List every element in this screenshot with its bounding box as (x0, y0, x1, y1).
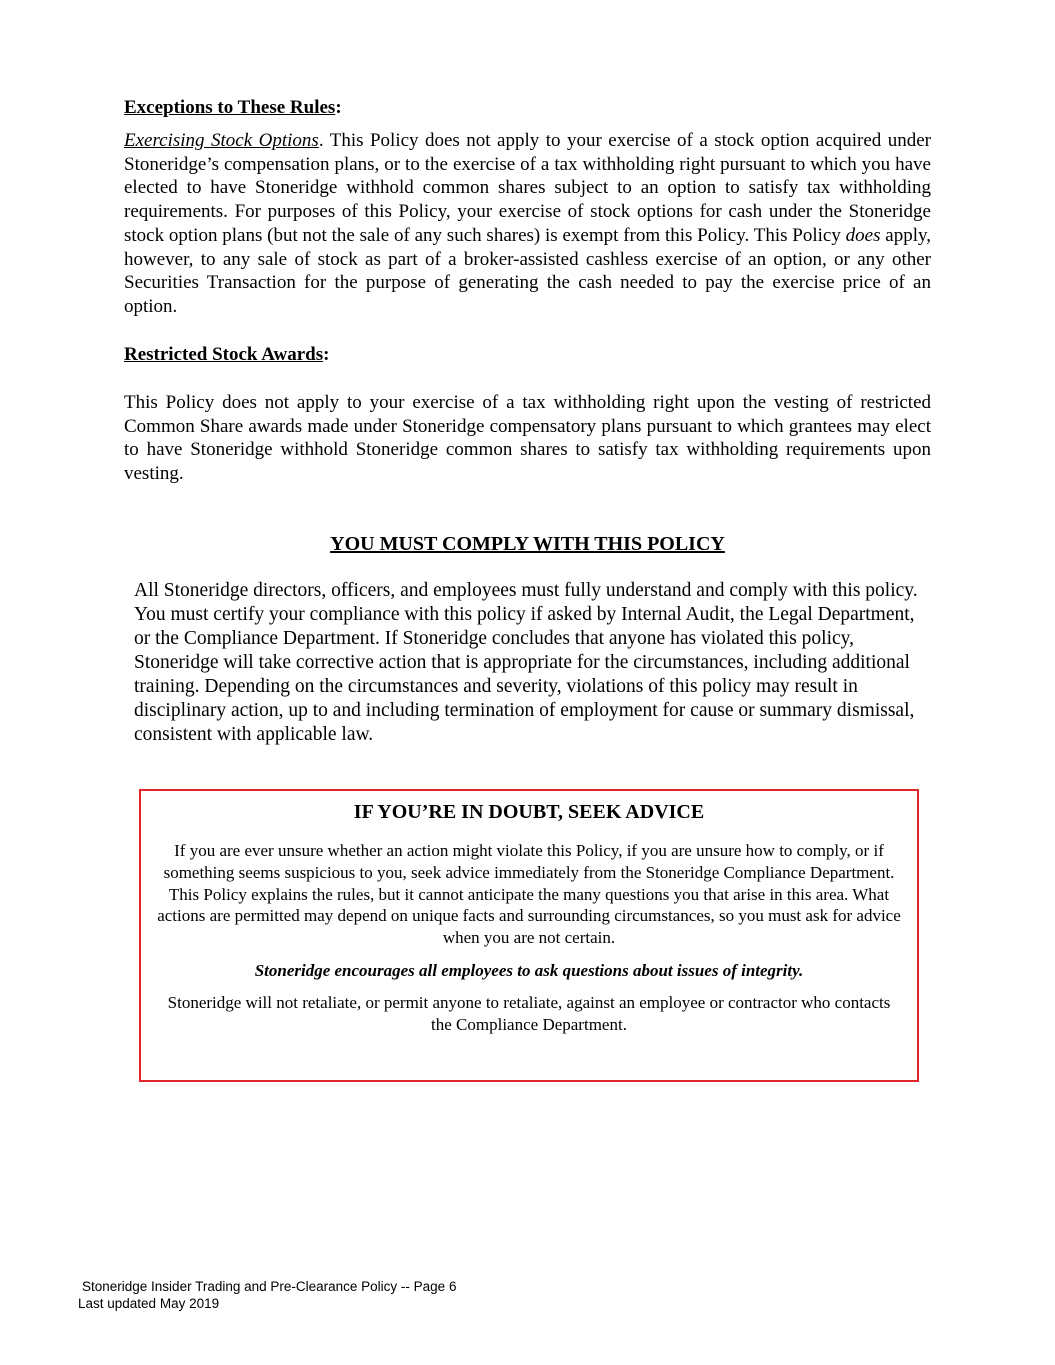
advice-box-paragraph-1: If you are ever unsure whether an action might violate this Policy, if you are unsure how to comply, or if something seems suspicious to you, seek advice immediately from the Stoneridge Compliance Department. This Policy explains the rules, but it cannot anticipate the many questions you that arise in this area. What actions are permitted may depend on unique facts and surrounding circumstances, so you must ask for advice when you are not certain. (157, 841, 901, 948)
exceptions-heading-colon: : (335, 97, 342, 118)
advice-box-title: IF YOU’RE IN DOUBT, SEEK ADVICE (353, 801, 705, 823)
exercising-stock-options-paragraph (124, 129, 931, 319)
restricted-stock-paragraph: This Policy does not apply to your exercise of a tax withholding right upon the vesting of restricted Common Share awards made under Stoneridge compensatory plans pursuant to which grantees may elect to have Stoneridge withhold Stoneridge common shares to satisfy tax withholding requirements upon vesting. (124, 392, 931, 485)
page-footer (78, 1278, 456, 1312)
exceptions-heading-text: Exceptions to These Rules (124, 97, 336, 118)
restricted-stock-heading-text: Restricted Stock Awards (124, 344, 324, 365)
exercising-stock-options-label: Exercising Stock Options (124, 130, 319, 151)
footer-updated-line: Last updated May 2019 (78, 1296, 220, 1311)
restricted-stock-heading (124, 343, 329, 367)
restricted-stock-heading-colon: : (323, 344, 330, 365)
advice-box (139, 789, 919, 1082)
comply-heading: YOU MUST COMPLY WITH THIS POLICY (330, 533, 725, 555)
advice-box-integrity-statement: Stoneridge encourages all employees to ask questions about issues of integrity. (254, 961, 804, 980)
stock-options-text-part-1: . This Policy does not apply to your exercise of a stock option acquired under Stoneridge’s compensation plans, or to the exercise of a tax withholding right pursuant to which you have elected to have Stoneridge withhold common shares subject to an option to satisfy tax withholding requirements. For purposes of this Policy, your exercise of stock options for cash under the Stoneridge stock option plans (but not the sale of any such shares) is exempt from this Policy. This Policy (124, 130, 931, 246)
advice-box-paragraph-3: Stoneridge will not retaliate, or permit anyone to retaliate, against an employee or contractor who contacts the Compliance Department. (167, 993, 891, 1034)
stock-options-emphasis: does (845, 224, 881, 246)
comply-paragraph: All Stoneridge directors, officers, and employees must fully understand and comply with this policy. You must certify your compliance with this policy if asked by Internal Audit, the Legal Department, or the Compliance Department. If Stoneridge concludes that anyone has violated this policy, Stoneridge will take corrective action that is appropriate for the circumstances, including additional training. Depending on the circumstances and severity, violations of this policy may result in disciplinary action, up to and including termination of employment for cause or summary dismissal, consistent with applicable law. (134, 580, 918, 745)
footer-title-line: Stoneridge Insider Trading and Pre-Clearance Policy -- Page 6 (82, 1279, 457, 1294)
exceptions-heading (124, 96, 342, 120)
stock-options-text-part-2: apply, however, to any sale of stock as part of a broker-assisted cashless exercise of an option, or any other Securities Transaction for the purpose of generating the cash needed to pay the exercise price of an option. (124, 224, 931, 317)
